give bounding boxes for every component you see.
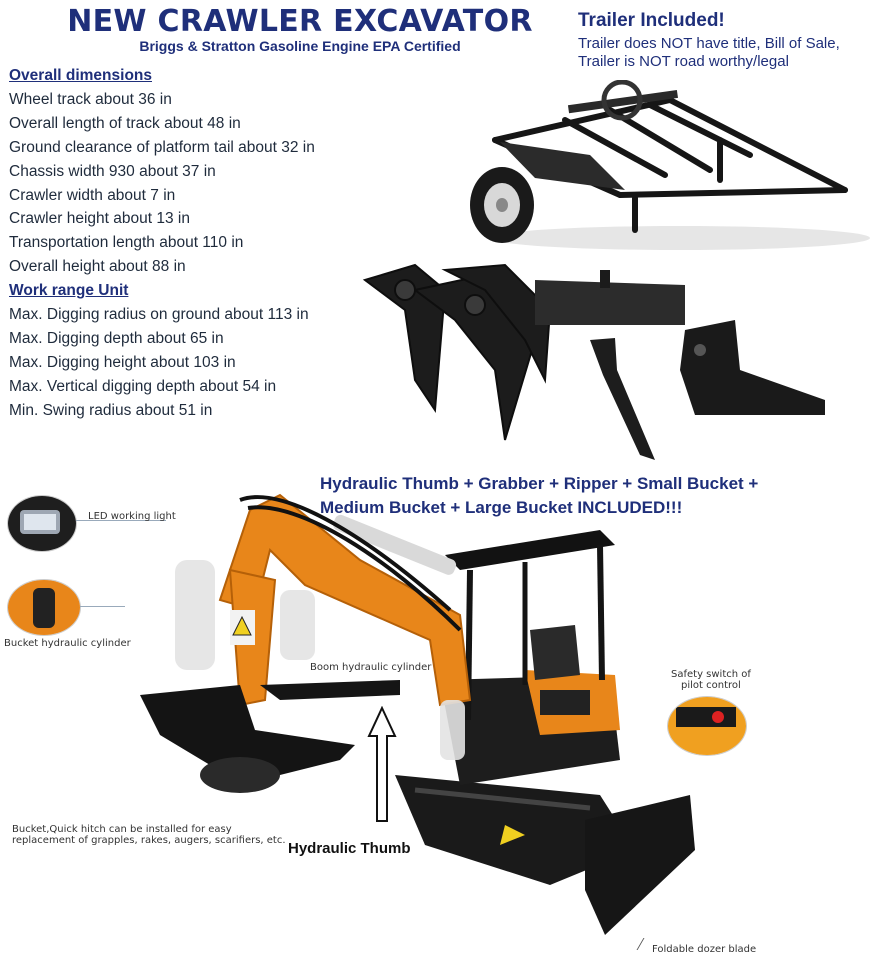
page-subtitle: Briggs & Stratton Gasoline Engine EPA Certified	[139, 38, 461, 54]
spec-item: Crawler height about 13 in	[9, 210, 190, 228]
callout-safety-switch-1: Safety switch of	[671, 669, 751, 680]
spec-list	[9, 64, 354, 423]
spec-item: Wheel track about 36 in	[9, 90, 172, 108]
callout-bucket-note-2: replacement of grapples, rakes, augers, scarifiers, etc.	[12, 835, 286, 846]
led-light-thumbnail	[8, 496, 76, 551]
safety-switch-thumbnail	[668, 697, 746, 755]
spec-item: Max. Vertical digging depth about 54 in	[9, 377, 277, 395]
callout-led-light: LED working light	[88, 511, 176, 522]
thumb-pointer-arrow-icon	[367, 706, 397, 824]
callout-safety-switch-2: pilot control	[681, 680, 741, 691]
callout-boom-cylinder: Boom hydraulic cylinder	[310, 662, 432, 673]
trailer-note: Trailer does NOT have title, Bill of Sale, Trailer is NOT road worthy/legal	[578, 35, 840, 70]
spec-item: Crawler width about 7 in	[9, 186, 176, 204]
spec-item: Chassis width 930 about 37 in	[9, 162, 216, 180]
included-line-1: Hydraulic Thumb + Grabber + Ripper + Small Bucket +	[320, 474, 759, 493]
bucket-cylinder-thumbnail	[8, 580, 80, 635]
overall-dimensions-heading: Overall dimensions	[9, 67, 152, 84]
page-title: NEW CRAWLER EXCAVATOR	[67, 4, 533, 39]
included-line-2: Medium Bucket + Large Bucket INCLUDED!!!	[320, 498, 683, 517]
spec-item: Overall height about 88 in	[9, 258, 186, 276]
callout-dozer-blade: Foldable dozer blade	[652, 944, 757, 955]
spec-item: Transportation length about 110 in	[9, 234, 244, 252]
spec-item: Max. Digging depth about 65 in	[9, 329, 224, 347]
trailer-title: Trailer Included!	[578, 10, 725, 31]
hydraulic-thumb-label: Hydraulic Thumb	[288, 840, 411, 857]
spec-item: Max. Digging height about 103 in	[9, 353, 236, 371]
callout-bucket-note-1: Bucket,Quick hitch can be installed for easy	[12, 824, 232, 835]
trailer-image	[440, 80, 870, 255]
excavator-image	[130, 490, 710, 950]
spec-item: Overall length of track about 48 in	[9, 114, 241, 132]
spec-item: Max. Digging radius on ground about 113 in	[9, 306, 309, 324]
spec-item: Ground clearance of platform tail about 32 in	[9, 138, 315, 156]
attachments-image	[355, 250, 835, 470]
spec-item: Min. Swing radius about 51 in	[9, 401, 213, 419]
work-range-heading: Work range Unit	[9, 282, 129, 300]
callout-bucket-cylinder: Bucket hydraulic cylinder	[4, 638, 131, 649]
